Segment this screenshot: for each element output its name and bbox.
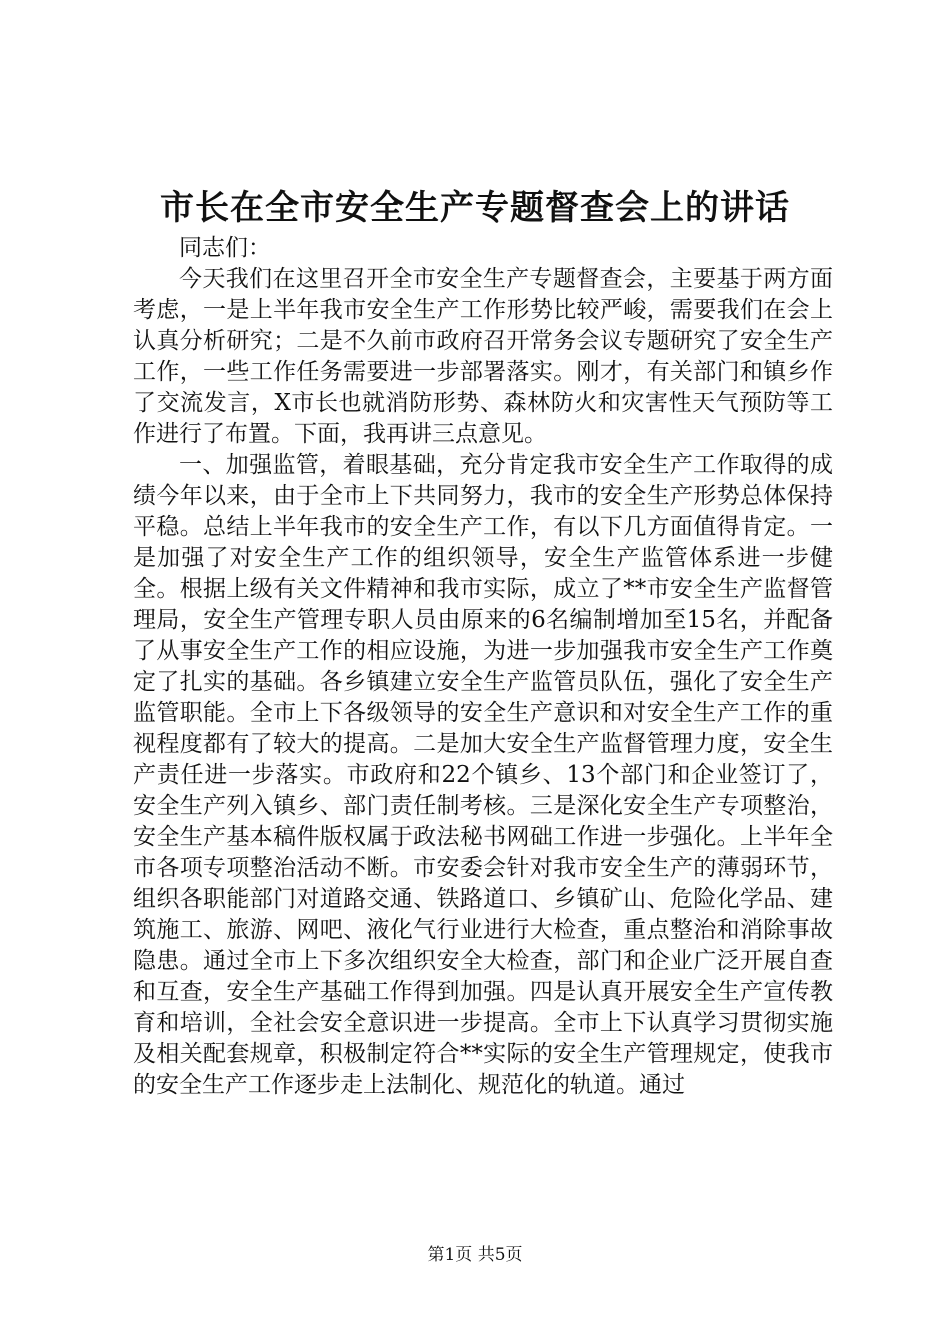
salutation: 同志们： — [179, 235, 271, 261]
document-body — [133, 233, 833, 1101]
paragraph-intro: 今天我们在这里召开全市安全生产专题督查会，主要基于两方面考虑，一是上半年我市安全生产工作形势比较严峻，需要我们在会上认真分析研究；二是不久前市政府召开常务会议专题研究了安全生产工作，一些工作任务需要进一步部署落实。刚才，有关部门和镇乡作了交流发言，X市长也就消防形势、森林防火和灾害性天气预防等工作进行了布置。下面，我再讲三点意见。 — [133, 266, 833, 447]
document-title: 市长在全市安全生产专题督查会上的讲话 — [160, 188, 790, 228]
paragraph-section-1: 一、加强监管，着眼基础，充分肯定我市安全生产工作取得的成绩今年以来，由于全市上下共同努力，我市的安全生产形势总体保持平稳。总结上半年我市的安全生产工作，有以下几方面值得肯定。一是加强了对安全生产工作的组织领导，安全生产监管体系进一步健全。根据上级有关文件精神和我市实际，成立了**市安全生产监督管理局，安全生产管理专职人员由原来的6名编制增加至15名，并配备了从事安全生产工作的相应设施，为进一步加强我市安全生产工作奠定了扎实的基础。各乡镇建立安全生产监管员队伍，强化了安全生产监管职能。全市上下各级领导的安全生产意识和对安全生产工作的重视程度都有了较大的提高。二是加大安全生产监督管理力度，安全生产责任进一步落实。市政府和22个镇乡、13个部门和企业签订了，安全生产列入镇乡、部门责任制考核。三是深化安全生产专项整治，安全生产基本稿件版权属于政法秘书网础工作进一步强化。上半年全市各项专项整治活动不断。市安委会针对我市安全生产的薄弱环节，组织各职能部门对道路交通、铁路道口、乡镇矿山、危险化学品、建筑施工、旅游、网吧、液化气行业进行大检查，重点整治和消除事故隐患。通过全市上下多次组织安全大检查，部门和企业广泛开展自查和互查，安全生产基础工作得到加强。四是认真开展安全生产宣传教育和培训，全社会安全意识进一步提高。全市上下认真学习贯彻实施及相关配套规章，积极制定符合**实际的安全生产管理规定，使我市的安全生产工作逐步走上法制化、规范化的轨道。通过 — [133, 452, 833, 1098]
page-number: 第1页 共5页 — [427, 1245, 523, 1265]
